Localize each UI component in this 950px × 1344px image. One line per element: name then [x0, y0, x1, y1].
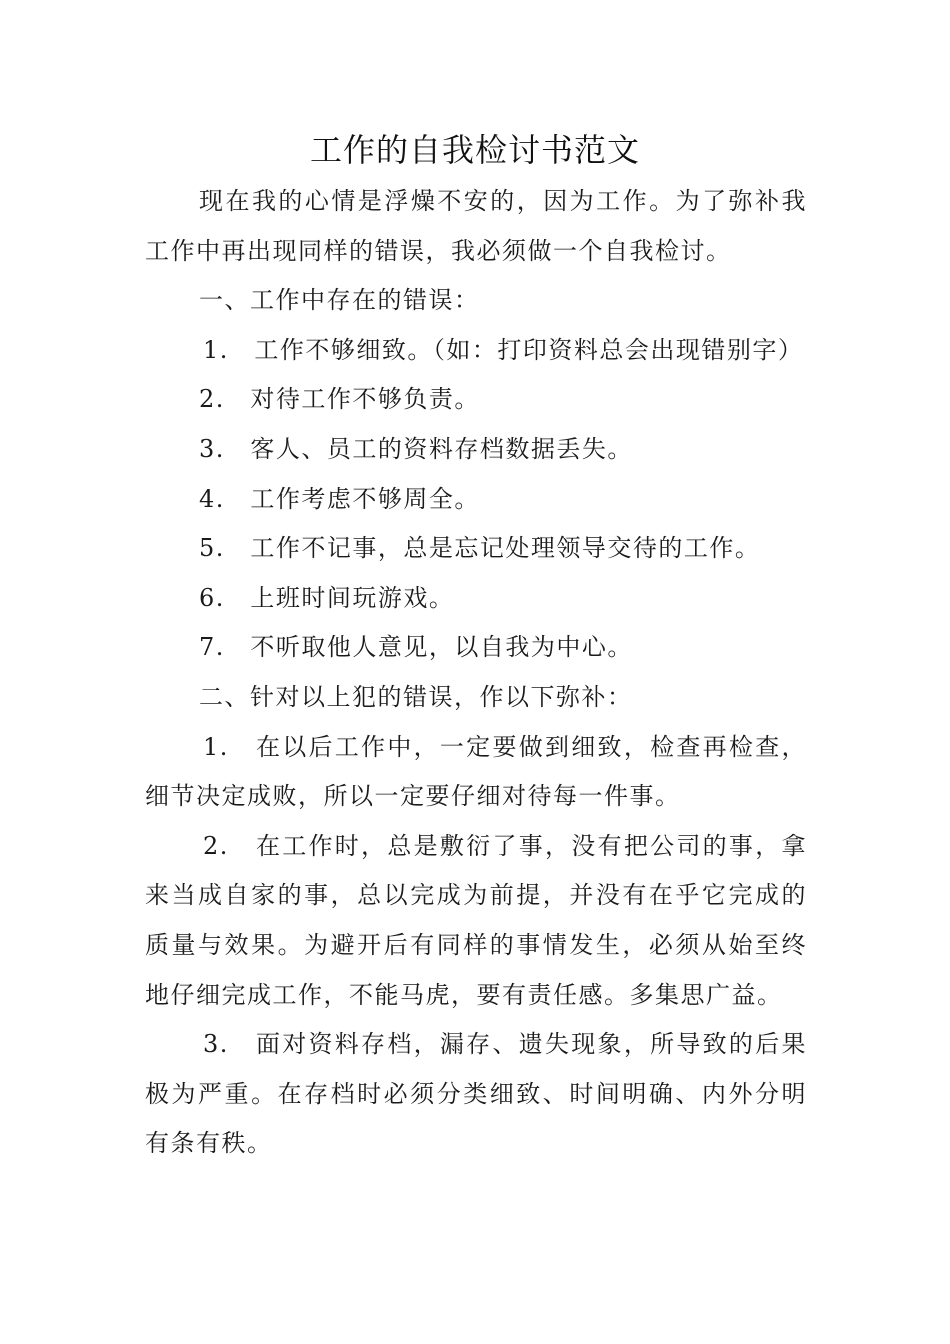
error-item-4: 4. 工作考虑不够周全。: [199, 484, 480, 513]
intro-paragraph: 现在我的心情是浮燥不安的，因为工作。为了弥补我工作中再出现同样的错误，我必须做一个自我检讨。: [145, 187, 807, 265]
section-heading-remedies: 二、针对以上犯的错误，作以下弥补：: [199, 682, 633, 711]
error-item-3: 3. 客人、员工的资料存档数据丢失。: [199, 434, 633, 463]
remedy-item-1: 1. 在以后工作中，一定要做到细致，检查再检查，细节决定成败，所以一定要仔细对待每一件事。: [145, 732, 807, 811]
error-item-2: 2. 对待工作不够负责。: [199, 385, 480, 414]
error-item-7: 7. 不听取他人意见，以自我为中心。: [199, 633, 633, 662]
error-item-1: 1. 工作不够细致。（如：打印资料总会出现错别字）: [203, 335, 804, 364]
remedy-item-3: 3. 面对资料存档，漏存、遗失现象，所导致的后果极为严重。在存档时必须分类细致、时间明确、内外分明有条有秩。: [145, 1030, 807, 1158]
document-body: [145, 177, 807, 1169]
section-heading-errors: 一、工作中存在的错误：: [199, 286, 480, 315]
remedy-item-2: 2. 在工作时，总是敷衍了事，没有把公司的事，拿来当成自家的事，总以完成为前提，并没有在乎它完成的质量与效果。为避开后有同样的事情发生，必须从始至终地仔细完成工作，不能马虎，要有责任感。多集思广益。: [145, 831, 807, 1009]
error-item-5: 5. 工作不记事，总是忘记处理领导交待的工作。: [199, 534, 761, 563]
document-title: 工作的自我检讨书范文: [309, 131, 640, 169]
error-item-6: 6. 上班时间玩游戏。: [199, 583, 455, 612]
